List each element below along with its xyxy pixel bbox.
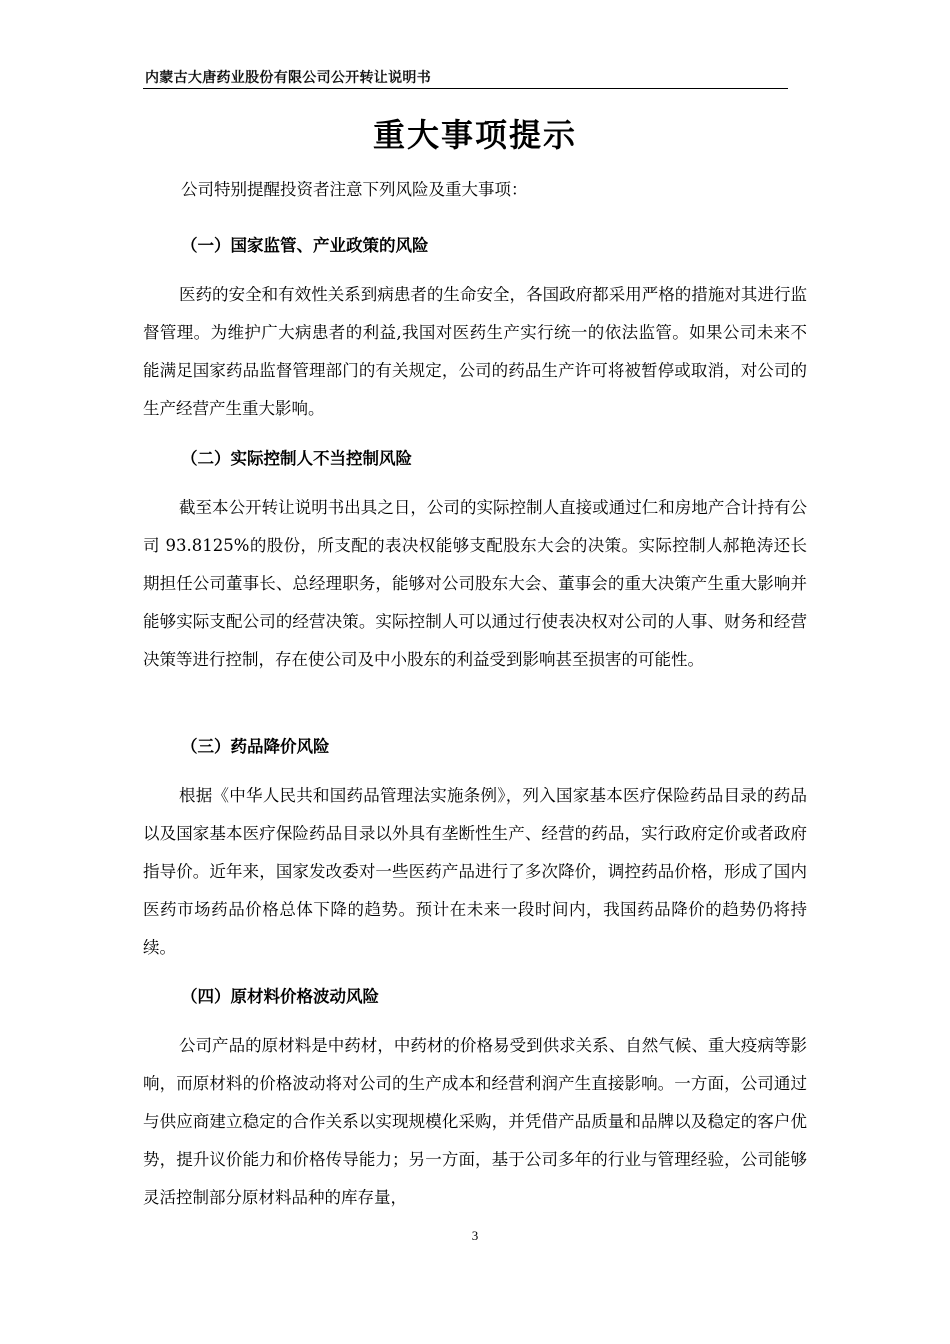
header-divider — [143, 88, 788, 89]
document-header: 内蒙古大唐药业股份有限公司公开转让说明书 — [145, 70, 431, 86]
section-paragraph-1: 医药的安全和有效性关系到病患者的生命安全，各国政府都采用严格的措施对其进行监督管理。为维护广大病患者的利益,我国对医药生产实行统一的依法监管。如果公司未来不能满足国家药品监督管理部门的有关规定，公司的药品生产许可将被暂停或取消，对公司的生产经营产生重大影响。 — [143, 285, 807, 418]
section-heading-1: （一）国家监管、产业政策的风险 — [181, 236, 429, 255]
page-number: 3 — [471, 1228, 479, 1243]
section-paragraph-3: 根据《中华人民共和国药品管理法实施条例》，列入国家基本医疗保险药品目录的药品以及国家基本医疗保险药品目录以外具有垄断性生产、经营的药品，实行政府定价或者政府指导价。近年来，国家发改委对一些医药产品进行了多次降价，调控药品价格，形成了国内医药市场药品价格总体下降的趋势。预计在未来一段时间内，我国药品降价的趋势仍将持续。 — [143, 786, 807, 957]
section-heading-4: （四）原材料价格波动风险 — [181, 987, 379, 1006]
section-paragraph-2: 截至本公开转让说明书出具之日，公司的实际控制人直接或通过仁和房地产合计持有公司 93.8125%的股份，所支配的表决权能够支配股东大会的决策。实际控制人郝艳涛还长期担任公司董事长、总经理职务，能够对公司股东大会、董事会的重大决策产生重大影响并能够实际支配公司的经营决策。实际控制人可以通过行使表决权对公司的人事、财务和经营决策等进行控制，存在使公司及中小股东的利益受到影响甚至损害的可能性。 — [143, 498, 807, 669]
section-heading-3: （三）药品降价风险 — [181, 737, 330, 756]
intro-text: 公司特别提醒投资者注意下列风险及重大事项： — [181, 180, 528, 199]
page-title: 重大事项提示 — [372, 116, 577, 154]
section-heading-2: （二）实际控制人不当控制风险 — [181, 449, 412, 468]
section-paragraph-4: 公司产品的原材料是中药材，中药材的价格易受到供求关系、自然气候、重大疫病等影响，而原材料的价格波动将对公司的生产成本和经营利润产生直接影响。一方面，公司通过与供应商建立稳定的合作关系以实现规模化采购，并凭借产品质量和品牌以及稳定的客户优势，提升议价能力和价格传导能力；另一方面，基于公司多年的行业与管理经验，公司能够灵活控制部分原材料品种的库存量， — [143, 1036, 807, 1207]
